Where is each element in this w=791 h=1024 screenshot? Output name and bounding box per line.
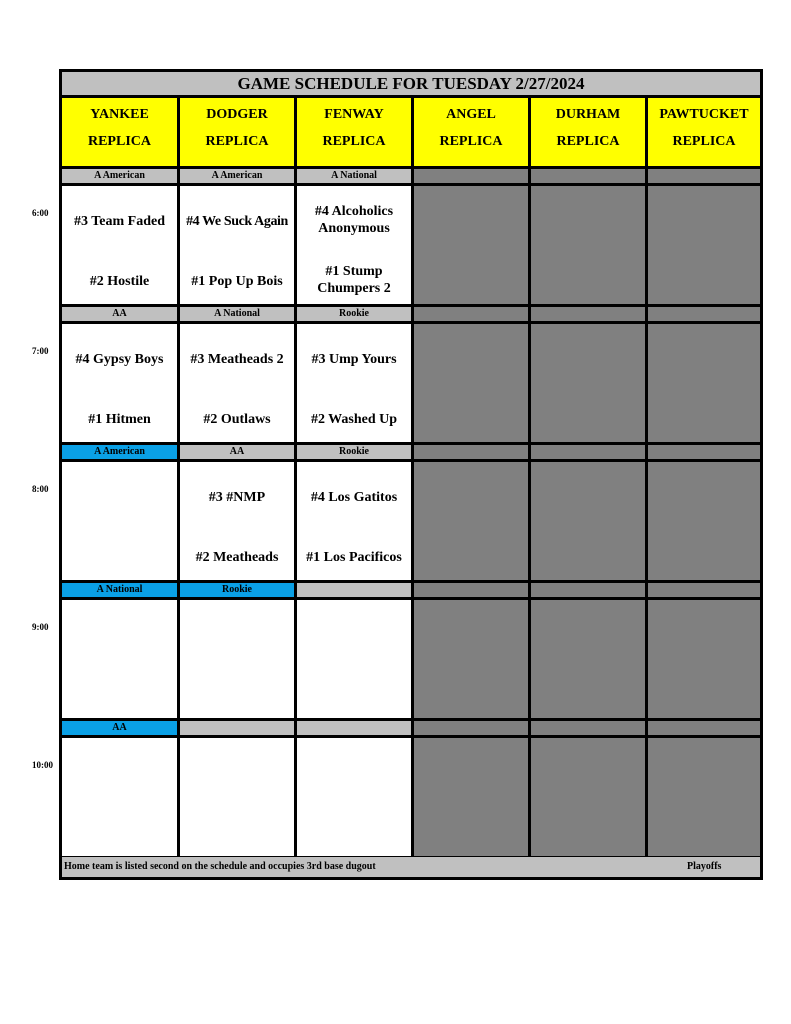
division-label [414, 721, 528, 735]
division-label [531, 307, 645, 321]
home-team: #2 Outlaws [203, 412, 271, 427]
division-label: AA [180, 445, 294, 459]
home-team: #1 Pop Up Bois [191, 274, 283, 289]
division-label: A American [62, 445, 177, 459]
division-label: A American [180, 169, 294, 183]
home-team: #2 Washed Up [310, 412, 398, 427]
game-cell[interactable] [62, 324, 177, 442]
field-type: REPLICA [439, 134, 503, 149]
home-team: #1 Stump Chumpers 2 [317, 264, 391, 296]
game-cell[interactable] [180, 186, 294, 304]
away-team: #4 Gypsy Boys [75, 352, 164, 367]
division-label: A National [297, 169, 411, 183]
unused-cell [531, 186, 645, 304]
division-label: Rookie [297, 307, 411, 321]
unused-cell [648, 324, 760, 442]
time-label: 9:00 [32, 622, 49, 632]
division-label [414, 445, 528, 459]
field-type: REPLICA [672, 134, 736, 149]
away-team: #3 Meatheads 2 [190, 352, 284, 367]
unused-cell [414, 600, 528, 718]
field-name: YANKEE [90, 107, 149, 122]
division-label [648, 307, 760, 321]
division-label: A National [62, 583, 177, 597]
division-label [414, 307, 528, 321]
field-name: PAWTUCKET [659, 107, 749, 122]
home-team: #2 Hostile [89, 274, 150, 289]
schedule-sheet [59, 69, 763, 880]
field-header [297, 98, 411, 166]
field-header [62, 98, 177, 166]
division-label: A National [180, 307, 294, 321]
field-header [648, 98, 760, 166]
away-team: #4 Los Gatitos [310, 490, 398, 505]
division-label [531, 583, 645, 597]
field-name: DURHAM [555, 107, 621, 122]
field-type: REPLICA [205, 134, 269, 149]
away-team: #4 We Suck Again [186, 214, 288, 229]
field-name: ANGEL [446, 107, 496, 122]
game-cell[interactable] [297, 186, 411, 304]
game-cell[interactable] [180, 462, 294, 580]
division-label [180, 721, 294, 735]
unused-cell [531, 600, 645, 718]
division-label [297, 721, 411, 735]
division-label: AA [62, 721, 177, 735]
away-team: #3 #NMP [208, 490, 266, 505]
division-label [648, 169, 760, 183]
unused-cell [414, 738, 528, 856]
division-label [414, 169, 528, 183]
division-label [297, 583, 411, 597]
game-cell[interactable] [180, 600, 294, 718]
game-cell[interactable] [62, 462, 177, 580]
unused-cell [648, 600, 760, 718]
unused-cell [414, 324, 528, 442]
division-label [414, 583, 528, 597]
time-label: 7:00 [32, 346, 49, 356]
home-team: #2 Meatheads [195, 550, 279, 565]
unused-cell [414, 462, 528, 580]
division-label: Rookie [180, 583, 294, 597]
unused-cell [648, 462, 760, 580]
field-header [531, 98, 645, 166]
game-cell[interactable] [180, 324, 294, 442]
game-cell[interactable] [297, 324, 411, 442]
game-cell[interactable] [297, 462, 411, 580]
field-type: REPLICA [322, 134, 386, 149]
field-header [414, 98, 528, 166]
game-cell[interactable] [62, 186, 177, 304]
time-label: 6:00 [32, 208, 49, 218]
division-label: AA [62, 307, 177, 321]
field-header [180, 98, 294, 166]
away-team: #3 Team Faded [73, 214, 165, 229]
game-cell[interactable] [180, 738, 294, 856]
unused-cell [648, 738, 760, 856]
home-team: #1 Los Pacificos [306, 550, 402, 565]
division-label [531, 721, 645, 735]
division-label [648, 583, 760, 597]
field-type: REPLICA [87, 134, 151, 149]
game-cell[interactable] [297, 738, 411, 856]
footer-note: Home team is listed second on the schedule and occupies 3rd base dugout [64, 861, 376, 872]
footer-bar [62, 857, 760, 877]
division-label [648, 445, 760, 459]
away-team: #3 Ump Yours [311, 352, 397, 367]
field-type: REPLICA [556, 134, 620, 149]
away-team: #4 Alcoholics Anonymous [314, 204, 394, 236]
division-label [648, 721, 760, 735]
field-name: FENWAY [324, 107, 384, 122]
time-label: 8:00 [32, 484, 49, 494]
unused-cell [531, 738, 645, 856]
division-label [531, 169, 645, 183]
game-cell[interactable] [297, 600, 411, 718]
time-label: 10:00 [32, 760, 53, 770]
division-label [531, 445, 645, 459]
field-name: DODGER [206, 107, 268, 122]
unused-cell [531, 462, 645, 580]
unused-cell [414, 186, 528, 304]
division-label: Rookie [297, 445, 411, 459]
division-label: A American [62, 169, 177, 183]
game-cell[interactable] [62, 738, 177, 856]
unused-cell [648, 186, 760, 304]
home-team: #1 Hitmen [88, 412, 151, 427]
unused-cell [531, 324, 645, 442]
footer-playoffs: Playoffs [687, 861, 722, 872]
schedule-title: GAME SCHEDULE FOR TUESDAY 2/27/2024 [62, 72, 760, 95]
game-cell[interactable] [62, 600, 177, 718]
